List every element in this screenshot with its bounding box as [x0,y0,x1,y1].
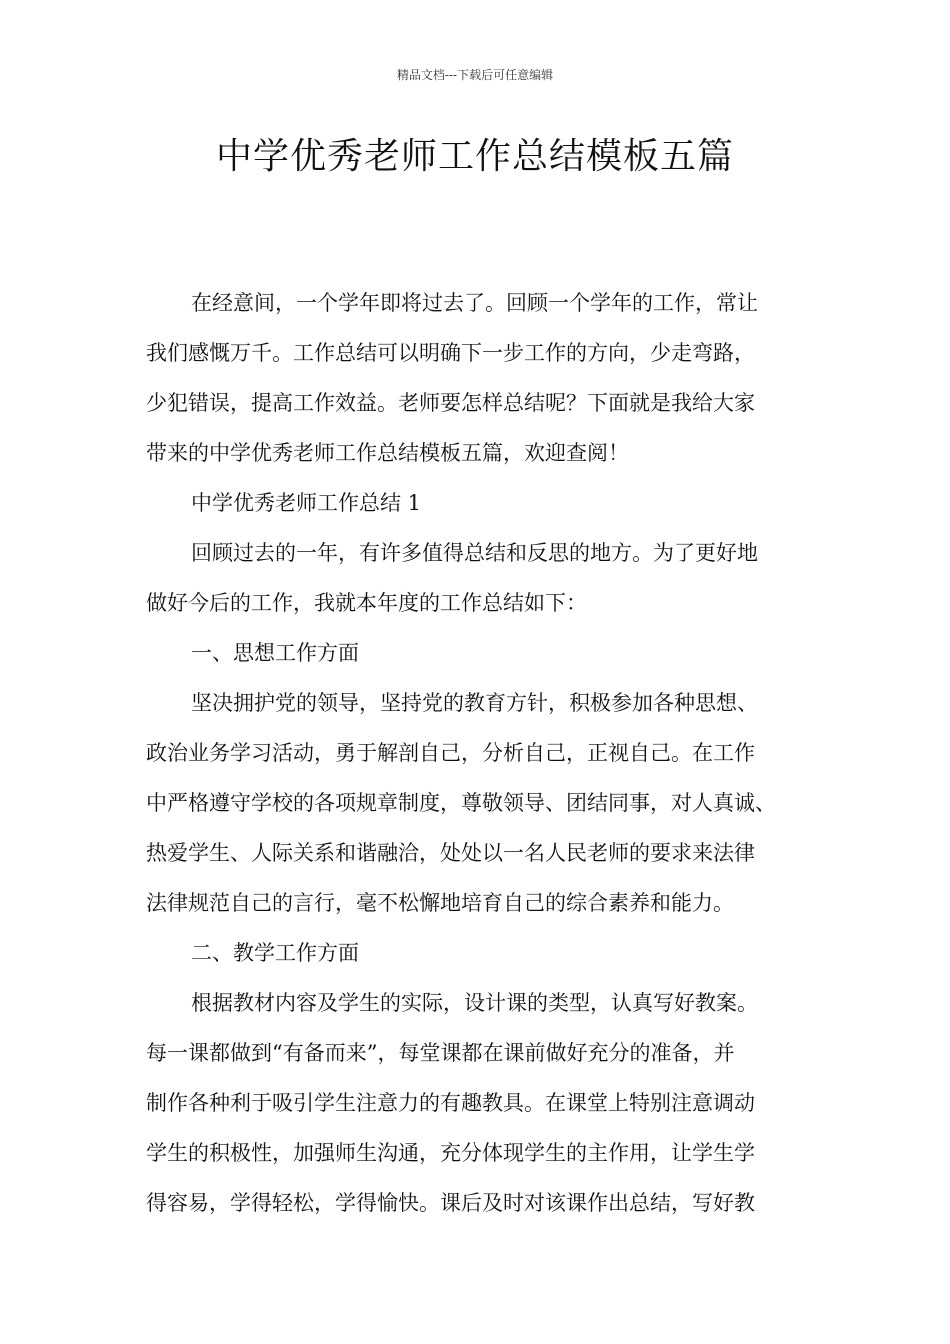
text-line: 政治业务学习活动，勇于解剖自己，分析自己，正视自己。在工作 [146,741,755,765]
text-line: 根据教材内容及学生的实际，设计课的类型，认真写好教案。 [191,991,758,1015]
text-line: 每一课都做到“有备而来”，每堂课都在课前做好充分的准备，并 [146,1041,735,1065]
section-heading: 中学优秀老师工作总结 1 [191,491,422,515]
text-line: 得容易，学得轻松，学得愉快。课后及时对该课作出总结，写好教 [146,1191,755,1215]
header-note: 精品文档---下载后可任意编辑 [396,68,554,82]
text-line: 热爱学生、人际关系和谐融洽，处处以一名人民老师的要求来法律 [146,841,755,865]
text-line: 制作各种利于吸引学生注意力的有趣教具。在课堂上特别注意调动 [146,1091,755,1115]
text-line: 带来的中学优秀老师工作总结模板五篇，欢迎查阅！ [146,441,629,465]
document-title: 中学优秀老师工作总结模板五篇 [215,136,734,177]
text-line: 少犯错误，提高工作效益。老师要怎样总结呢？下面就是我给大家 [146,391,755,415]
text-line: 学生的积极性，加强师生沟通，充分体现学生的主作用，让学生学 [146,1141,755,1165]
text-line: 在经意间，一个学年即将过去了。回顾一个学年的工作，常让 [191,291,758,315]
text-line: 法律规范自己的言行，毫不松懈地培育自己的综合素养和能力。 [146,891,734,915]
section-heading: 二、教学工作方面 [191,941,359,965]
text-line: 中严格遵守学校的各项规章制度，尊敬领导、团结同事，对人真诚、 [146,791,776,815]
text-line: 我们感慨万千。工作总结可以明确下一步工作的方向，少走弯路， [146,341,755,365]
section-heading: 一、思想工作方面 [191,641,359,665]
text-line: 做好今后的工作，我就本年度的工作总结如下： [146,591,587,615]
text-line: 回顾过去的一年，有许多值得总结和反思的地方。为了更好地 [191,541,758,565]
text-line: 坚决拥护党的领导，坚持党的教育方针，积极参加各种思想、 [191,691,758,715]
document-body [146,278,826,1228]
